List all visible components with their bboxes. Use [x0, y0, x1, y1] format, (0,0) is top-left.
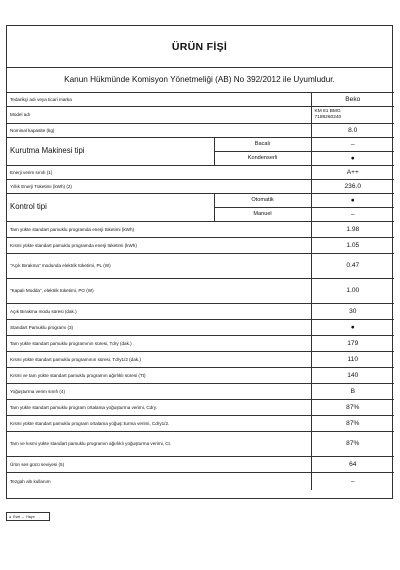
table-row	[7, 138, 394, 152]
table-row	[7, 107, 394, 124]
weighted-program-time-label: Kısmi ve tam yükte standart pamuklu programın ağırlıklı süresi (Tt)	[7, 368, 311, 384]
weighted-program-time-value: 140	[311, 368, 394, 384]
table-row	[7, 222, 394, 238]
brand-value: Beko	[311, 93, 394, 107]
dryer-type-vented-mark: –	[311, 138, 394, 152]
model-value	[311, 107, 394, 124]
capacity-label: Nominal kapasite (kg)	[7, 124, 311, 138]
off-power-label: "Kapalı Modda", elektrik tüketimi, PO (W)	[7, 279, 311, 304]
full-condensation-value: 87%	[311, 400, 394, 416]
noise-level-value: 64	[311, 457, 394, 473]
legend-no-label: Hayır	[26, 514, 35, 519]
energy-class-label: Enerji verim sınıfı (1)	[7, 166, 311, 180]
control-type-label: Kontrol tipi	[7, 194, 214, 222]
capacity-value: 8.0	[311, 124, 394, 138]
table-row	[7, 180, 394, 194]
annual-energy-value: 236.0	[311, 180, 394, 194]
product-fiche	[6, 25, 393, 499]
table-row	[7, 416, 394, 432]
full-condensation-label: Tam yükte standart pamuklu program ortalama yoğuşturma verimi, Cdry.	[7, 400, 311, 416]
left-on-duration-label: Açık Bırakma modu süresi (dak.)	[7, 304, 311, 320]
table-row	[7, 368, 394, 384]
table-row	[7, 432, 394, 457]
spec-table	[7, 92, 394, 490]
dryer-type-label: Kurutma Makinesi tipi	[7, 138, 214, 166]
energy-class-value: A++	[311, 166, 394, 180]
full-load-energy-label: Tam yükte standart pamuklu programda enerji tüketimi (kWh)	[7, 222, 311, 238]
off-power-value: 1.00	[311, 279, 394, 304]
control-type-manual-mark: –	[311, 208, 394, 222]
annual-energy-label: Yıllık Enerji Tüketimi (kWh) (2)	[7, 180, 311, 194]
dryer-type-vented: Bacalı	[214, 138, 311, 152]
control-type-automatic-mark: ●	[311, 194, 394, 208]
table-row	[7, 352, 394, 368]
full-program-time-label: Tam yükte standart pamuklu programının süresi, Tdry (dak.)	[7, 336, 311, 352]
weighted-condensation-label: Tam ve kısmi yükte standart pamuklu programın ağırlıklı yoğuşturma verimi, Ct.	[7, 432, 311, 457]
partial-load-energy-label: Kısmi yükte standart pamuklu programda enerji tüketimi (kWh)	[7, 238, 311, 254]
model-label: Model adı	[7, 107, 311, 124]
table-row	[7, 304, 394, 320]
built-in-value: –	[311, 473, 394, 490]
legend-no-symbol: –	[22, 514, 25, 519]
table-row	[7, 194, 394, 208]
partial-condensation-value: 87%	[311, 416, 394, 432]
partial-condensation-label: Kısmi yükte standart pamuklu program ortalama yoğuş□turma verimi, Cdry1/2.	[7, 416, 311, 432]
full-load-energy-value: 1.98	[311, 222, 394, 238]
table-row	[7, 238, 394, 254]
legend	[6, 512, 50, 521]
fiche-title: ÜRÜN FİŞİ	[7, 26, 392, 68]
brand-label: Tedarikçi adı veya ticari marka	[7, 93, 311, 107]
built-in-label: Tezgah altı kullanım	[7, 473, 311, 490]
weighted-condensation-value: 87%	[311, 432, 394, 457]
table-row	[7, 457, 394, 473]
table-row	[7, 279, 394, 304]
control-type-automatic: Otomatik	[214, 194, 311, 208]
noise-level-label: Ürün ses gücü seviyesi (5)	[7, 457, 311, 473]
table-row	[7, 93, 394, 107]
dryer-type-condenser: Kondenserli	[214, 152, 311, 166]
table-row	[7, 124, 394, 138]
legend-yes-label: Evet	[13, 514, 21, 519]
table-row	[7, 254, 394, 279]
left-on-duration-value: 30	[311, 304, 394, 320]
table-row	[7, 320, 394, 336]
table-row	[7, 400, 394, 416]
left-on-power-label: "Açık Bırakma" modunda elektrik tüketimi, PL (W)	[7, 254, 311, 279]
control-type-manual: Manuel	[214, 208, 311, 222]
table-row	[7, 336, 394, 352]
legend-yes-symbol: ●	[9, 514, 12, 519]
standard-program-value: ●	[311, 320, 394, 336]
table-row	[7, 166, 394, 180]
model-code: 7188260240	[314, 115, 342, 120]
dryer-type-condenser-mark: ●	[311, 152, 394, 166]
model-name: KM 81 BMG	[314, 109, 341, 115]
table-row	[7, 384, 394, 400]
condensation-class-value: B	[311, 384, 394, 400]
full-program-time-value: 179	[311, 336, 394, 352]
standard-program-label: Standart Pamuklu programı (3)	[7, 320, 311, 336]
partial-program-time-value: 110	[311, 352, 394, 368]
condensation-class-label: Yoğuşturma verim sınıfı (4)	[7, 384, 311, 400]
regulation-subtitle: Kanun Hükmünde Komisyon Yönetmeliği (AB) No 392/2012 ile Uyumludur.	[7, 67, 392, 93]
left-on-power-value: 0.47	[311, 254, 394, 279]
partial-program-time-label: Kısmi yükte standart pamuklu programının süresi, Tdry1/2 (dak.)	[7, 352, 311, 368]
table-row	[7, 473, 394, 490]
partial-load-energy-value: 1.05	[311, 238, 394, 254]
